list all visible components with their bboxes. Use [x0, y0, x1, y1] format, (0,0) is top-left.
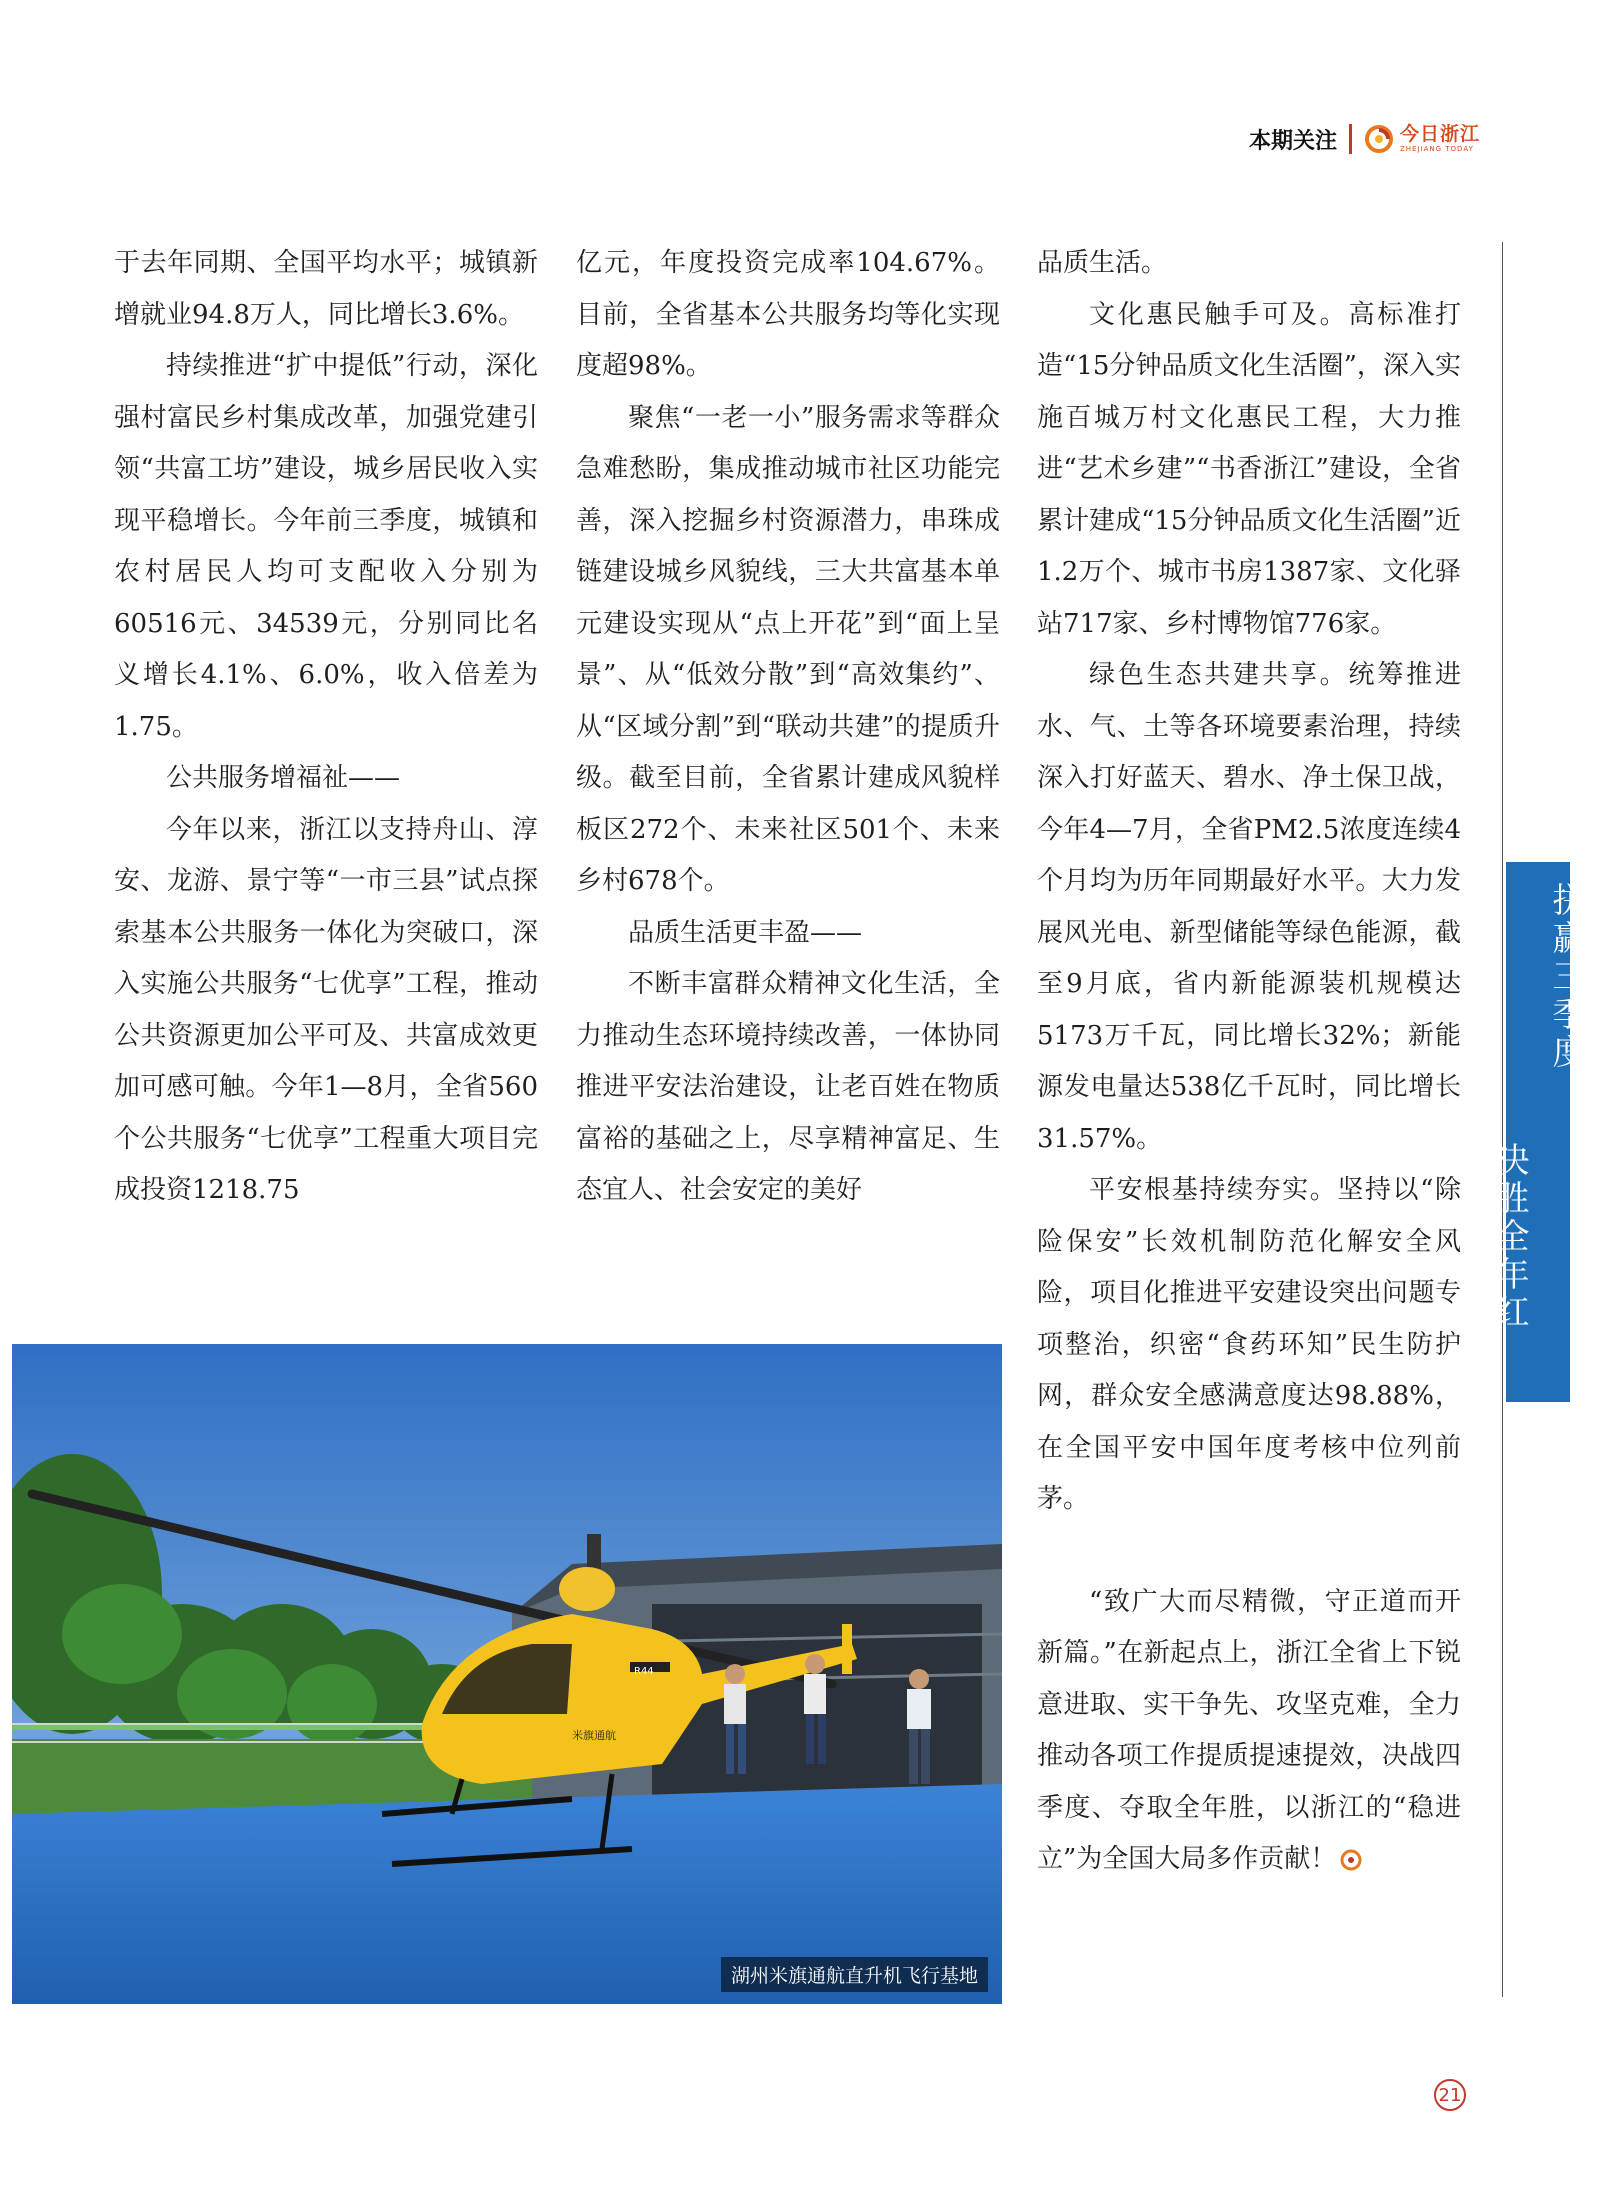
logo-swirl-icon	[1364, 124, 1394, 154]
magazine-logo	[1364, 124, 1480, 154]
paragraph: 品质生活。	[1037, 248, 1168, 278]
paragraph: 绿色生态共建共享。统筹推进水、气、土等各环境要素治理，持续深入打好蓝天、碧水、净土保卫战，今年4—7月，全省PM2.5浓度连续4个月均为历年同期最好水平。大力发展风光电、新型储能等绿色能源，截至9月底，省内新能源装机规模达5173万千瓦，同比增长32%；新能源发电量达538亿千瓦时，同比增长31.57%。	[1037, 660, 1461, 1154]
photo-caption: 湖州米旗通航直升机飞行基地	[721, 1957, 988, 1992]
text-column-1	[114, 238, 538, 1217]
paragraph: 平安根基持续夯实。坚持以“除险保安”长效机制防范化解安全风险，项目化推进平安建设突出问题专项整治，织密“食药环知”民生防护网，群众安全感满意度达98.88%，在全国平安中国年度考核中位列前茅。	[1037, 1175, 1461, 1514]
paragraph: 今年以来，浙江以支持舟山、淳安、龙游、景宁等“一市三县”试点探索基本公共服务一体化为突破口，深入实施公共服务“七优享”工程，推动公共资源更加公平可及、共富成效更加可感可触。今年1—8月，全省560个公共服务“七优享”工程重大项目完成投资1218.75	[114, 814, 538, 1205]
paragraph: 持续推进“扩中提低”行动，深化强村富民乡村集成改革，加强党建引领“共富工坊”建设，城乡居民收入实现平稳增长。今年前三季度，城镇和农村居民人均可支配收入分别为60516元、34539元，分别同比名义增长4.1%、6.0%，收入倍差为1.75。	[114, 351, 538, 742]
header-divider	[1349, 124, 1352, 154]
paragraph: 于去年同期、全国平均水平；城镇新增就业94.8万人，同比增长3.6%。	[114, 248, 538, 330]
subheading: 公共服务增福祉——	[166, 763, 401, 793]
text-column-3	[1037, 238, 1461, 1886]
helicopter-brand-text: 米旗通航	[572, 1729, 616, 1742]
paragraph: 聚焦“一老一小”服务需求等群众急难愁盼，集成推动城市社区功能完善，深入挖掘乡村资源潜力，串珠成链建设城乡风貌线，三大共富基本单元建设实现从“点上开花”到“面上呈景”、从“低效分散”到“高效集约”、从“区域分割”到“联动共建”的提质升级。截至目前，全省累计建成风貌样板区272个、未来社区501个、未来乡村678个。	[576, 402, 1000, 896]
helicopter-photo	[12, 1344, 1002, 2004]
end-mark-icon	[1340, 1849, 1362, 1871]
section-sidebar	[1489, 862, 1586, 1402]
closing-paragraph	[1037, 1577, 1461, 1886]
text-column-2	[576, 238, 1000, 1217]
logo-text-en: ZHEJIANG TODAY	[1399, 145, 1474, 153]
section-title: 本期关注	[1248, 128, 1337, 154]
paragraph: 不断丰富群众精神文化生活，全力推动生态环境持续改善，一体协同推进平安法治建设，让老百姓在物质富裕的基础之上，尽享精神富足、生态宜人、社会安定的美好	[576, 969, 1000, 1205]
page-number: 21	[1434, 2079, 1466, 2111]
paragraph: 文化惠民触手可及。高标准打造“15分钟品质文化生活圈”，深入实施百城万村文化惠民工程，大力推进“艺术乡建”“书香浙江”建设，全省累计建成“15分钟品质文化生活圈”近1.2万个、城市书房1387家、文化驿站717家、乡村博物馆776家。	[1037, 299, 1461, 639]
column-rule	[1502, 242, 1503, 1997]
subheading: 品质生活更丰盈——	[628, 917, 863, 948]
logo-text-cn: 今日浙江	[1399, 123, 1480, 145]
helicopter-model-text: R44	[634, 1666, 654, 1677]
sidebar-line-2: 决胜全年红	[1489, 1142, 1529, 1332]
page-header	[1249, 118, 1480, 160]
paragraph: 亿元，年度投资完成率104.67%。目前，全省基本公共服务均等化实现度超98%。	[576, 248, 1000, 381]
closing-text: “致广大而尽精微，守正道而开新篇。”在新起点上，浙江全省上下锐意进取、实干争先、攻坚克难，全力推动各项工作提质提速提效，决战四季度、夺取全年胜，以浙江的“稳进立”为全国大局多作贡献！	[1037, 1586, 1461, 1874]
sidebar-line-1: 拼赢三季度	[1546, 882, 1586, 1072]
helicopter-scene-image	[12, 1344, 1002, 2004]
